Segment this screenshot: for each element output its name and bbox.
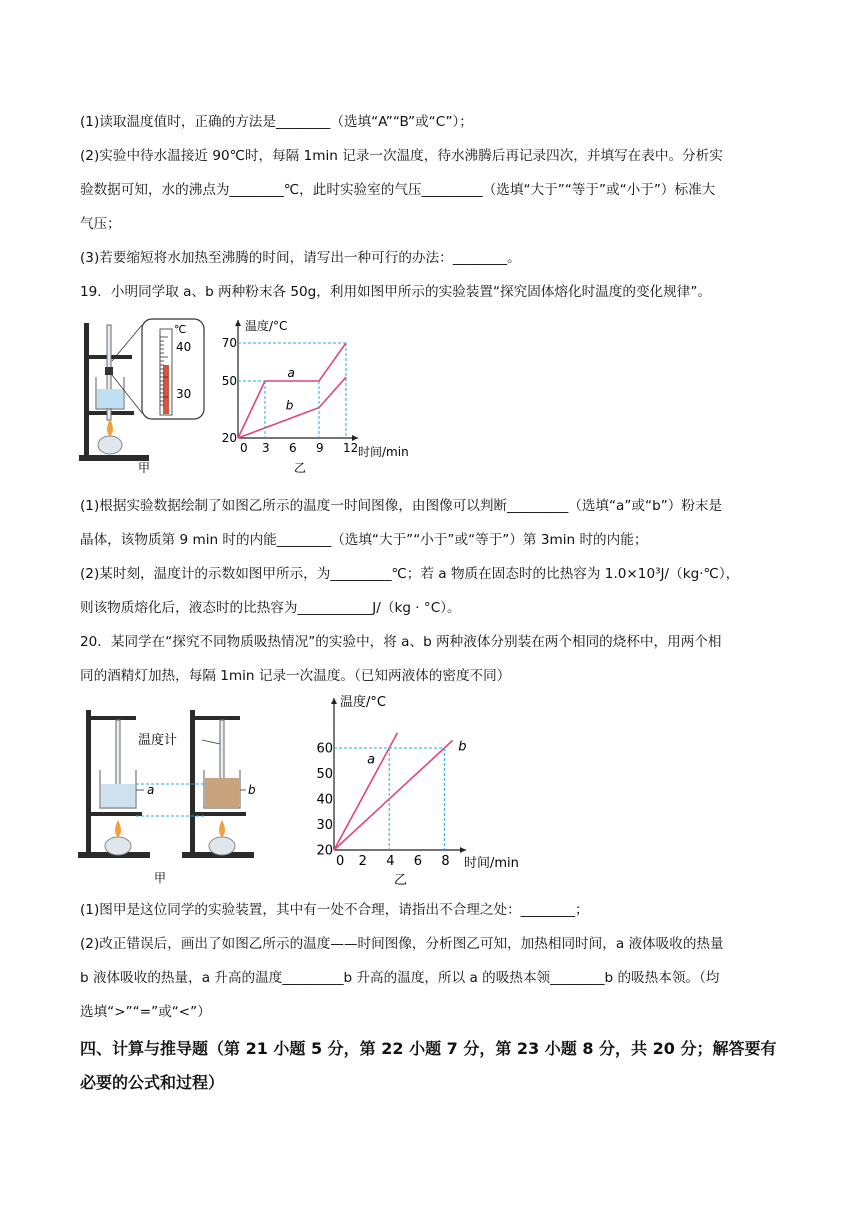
x-tick-label: 6 xyxy=(289,441,297,455)
q19-figure-caption-yi: 乙 xyxy=(294,461,307,475)
q19-part1-line1: (1)根据实验数据绘制了如图乙所示的温度一时间图像，由图像可以判断_________（选填“a”或“b”）粉末是 xyxy=(80,498,723,514)
thermometer-tick-30: 30 xyxy=(176,387,192,401)
x-tick-label: 4 xyxy=(386,854,395,869)
alcohol-lamp-icon xyxy=(98,436,122,454)
q20-part1: (1)图甲是这位同学的实验装置，其中有一处不合理，请指出不合理之处：________； xyxy=(80,902,589,918)
x-axis-label: 时间/min xyxy=(358,445,409,459)
section-4-heading-line1: 四、计算与推导题（第 21 小题 5 分，第 22 小题 7 分，第 23 小题 8 分，共 20 分；解答要有 xyxy=(80,1039,777,1058)
y-tick-label: 30 xyxy=(316,817,333,833)
q20-figure-caption-yi: 乙 xyxy=(394,873,408,888)
beaker-liquid-a xyxy=(101,784,135,807)
q19-stem: 19．小明同学取 a、b 两种粉末各 50g，利用如图甲所示的实验装置“探究固体熔化时温度的变化规律”。 xyxy=(80,284,711,300)
x-tick-label: 0 xyxy=(336,854,345,869)
series-b-label: b xyxy=(458,739,467,755)
q20-apparatus-figure xyxy=(78,700,274,886)
q20-part2-line3: 选填“>”“=”或“<”） xyxy=(80,1004,211,1020)
y-tick-label: 50 xyxy=(316,766,333,782)
q20-figure-caption-jia: 甲 xyxy=(154,871,167,885)
q20-part2-line2: b 液体吸收的热量，a 升高的温度_________b 升高的温度，所以 a 的吸热本领________b 的吸热本领。（均 xyxy=(80,970,720,986)
x-tick-label: 9 xyxy=(316,441,324,455)
left-alcohol-lamp-icon xyxy=(105,837,131,855)
right-flame-icon xyxy=(219,820,225,837)
x-axis-arrow xyxy=(460,847,466,853)
y-axis-label: 温度/°C xyxy=(245,319,288,333)
y-axis-label: 温度/°C xyxy=(340,695,386,710)
y-tick-label: 60 xyxy=(316,741,333,757)
series-a-line xyxy=(238,343,346,438)
q18-part3: (3)若要缩短将水加热至沸腾的时间，请写出一种可行的办法：________。 xyxy=(80,250,521,266)
right-alcohol-lamp-icon xyxy=(209,837,235,855)
q18-part2-line3: 气压； xyxy=(80,216,121,232)
q19-part2-line2: 则该物质熔化后，液态时的比热容为___________J/（kg · °C）。 xyxy=(80,600,461,616)
q19-temperature-time-chart xyxy=(218,312,424,477)
beaker-liquid-b xyxy=(205,778,239,807)
x-tick-label: 0 xyxy=(240,441,248,455)
series-a-label: a xyxy=(287,366,295,381)
thermometer-unit: ℃ xyxy=(174,323,187,336)
left-stand-rod xyxy=(86,710,91,858)
y-tick-label: 40 xyxy=(316,792,333,808)
label-b: b xyxy=(248,783,256,797)
thermometer-inset xyxy=(142,319,204,419)
series-b-label: b xyxy=(285,398,294,413)
series-a-label: a xyxy=(367,752,376,768)
q19-figure-caption-jia: 甲 xyxy=(138,461,151,475)
y-tick-label: 20 xyxy=(316,843,333,859)
q20-stem-line1: 20．某同学在“探究不同物质吸热情况”的实验中，将 a、b 两种液体分别装在两个相同的烧杯中，用两个相 xyxy=(80,634,722,650)
q18-part1: (1)读取温度值时，正确的方法是________（选填“A”“B”或“C”）； xyxy=(80,114,473,130)
label-a: a xyxy=(147,783,155,797)
thermometer-label: 温度计 xyxy=(138,733,178,748)
series-a-line xyxy=(334,733,397,850)
left-thermometer-icon xyxy=(116,720,120,795)
q19-part1-line2: 晶体，该物质第 9 min 时的内能________（选填“大于”“小于”或“等于”）第 3min 时的内能； xyxy=(80,532,648,548)
q18-part2-line1: (2)实验中待水温接近 90℃时，每隔 1min 记录一次温度，待水沸腾后再记录四次，并填写在表中。分析实 xyxy=(80,148,723,164)
x-tick-label: 8 xyxy=(441,854,450,869)
x-tick-label: 3 xyxy=(262,441,270,455)
left-flame-icon xyxy=(115,820,121,837)
x-axis-label: 时间/min xyxy=(464,856,519,871)
q18-part2-line2: 验数据可知，水的沸点为________℃，此时实验室的气压_________（选填“大于”“等于”或“小于”）标准大 xyxy=(80,182,716,198)
mercury-column xyxy=(163,365,169,414)
x-tick-label: 6 xyxy=(413,854,423,869)
y-tick-label: 50 xyxy=(221,374,238,388)
y-axis-arrow xyxy=(235,320,241,326)
q20-stem-line2: 同的酒精灯加热，每隔 1min 记录一次温度。（已知两液体的密度不同） xyxy=(80,668,511,684)
beaker-water xyxy=(97,389,123,408)
q19-part2-line1: (2)某时刻，温度计的示数如图甲所示，为_________℃；若 a 物质在固态时的比热容为 1.0×10³J/（kg·℃）， xyxy=(80,566,740,582)
y-tick-label: 70 xyxy=(221,336,238,350)
y-tick-label: 20 xyxy=(221,431,238,445)
thermometer-tick-40: 40 xyxy=(176,340,192,354)
stand-rod xyxy=(84,323,89,461)
x-tick-label: 12 xyxy=(343,441,359,455)
section-4-heading-line2: 必要的公式和过程） xyxy=(80,1073,225,1092)
flame-icon xyxy=(107,419,113,436)
x-tick-label: 2 xyxy=(358,854,367,869)
q19-apparatus-figure xyxy=(76,315,210,477)
q20-part2-line1: (2)改正错误后，画出了如图乙所示的温度——时间图像，分析图乙可知，加热相同时间，a 液体吸收的热量 xyxy=(80,936,724,952)
y-axis-arrow xyxy=(331,698,337,704)
q20-temperature-time-chart xyxy=(306,690,526,890)
series-b-line xyxy=(334,740,453,850)
